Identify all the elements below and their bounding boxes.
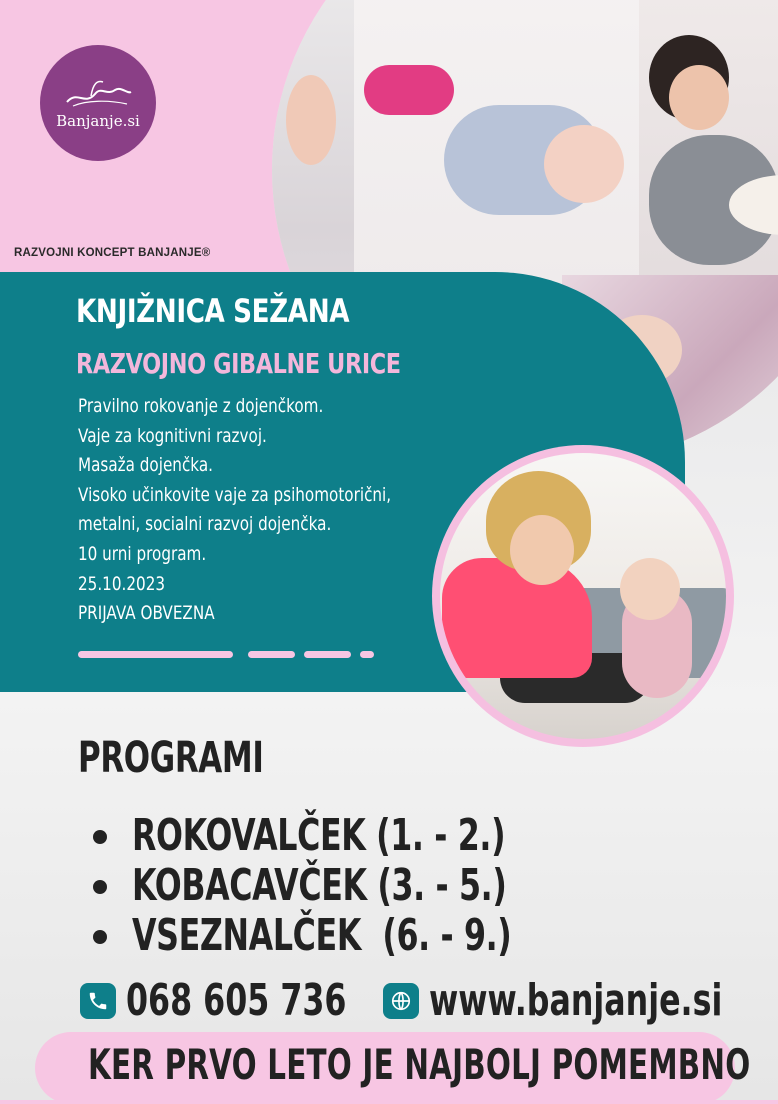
detail-date: 25.10.2023 — [78, 572, 166, 595]
program-label: ROKOVALČEK (1. - 2.) — [132, 810, 506, 861]
detail-registration: PRIJAVA OBVEZNA — [78, 602, 215, 625]
dash — [360, 651, 374, 658]
detail-line: Vaje za kognitivni razvoj. — [78, 424, 267, 447]
event-subtitle: RAZVOJNO GIBALNE URICE — [76, 347, 401, 380]
detail-line: Masaža dojenčka. — [78, 454, 213, 477]
tagline-text: KER PRVO LETO JE NAJBOLJ POMEMBNO — [88, 1040, 751, 1089]
event-details — [78, 392, 391, 629]
bullet-icon — [93, 930, 107, 944]
photo-instructor-circle — [432, 445, 734, 747]
detail-line: Pravilno rokovanje z dojenčkom. — [78, 395, 324, 417]
detail-line: 10 urni program. — [78, 542, 207, 565]
dash — [304, 651, 351, 658]
logo-text: Banjanje.si — [56, 112, 140, 130]
globe-icon — [383, 983, 419, 1019]
phone-number[interactable]: 068 605 736 — [126, 975, 347, 1026]
website-link[interactable]: www.banjanje.si — [429, 975, 723, 1026]
phone-icon — [80, 983, 116, 1019]
program-label: VSEZNALČEK (6. - 9.) — [132, 910, 512, 961]
concept-label: RAZVOJNI KONCEPT BANJANJE® — [14, 247, 211, 259]
bullet-icon — [93, 880, 107, 894]
logo-wave-icon — [63, 76, 133, 110]
brand-logo — [40, 45, 156, 161]
bullet-icon — [93, 830, 107, 844]
dash — [248, 651, 295, 658]
programs-title: PROGRAMI — [78, 733, 264, 783]
event-title: KNJIŽNICA SEŽANA — [76, 292, 350, 330]
dash — [78, 651, 233, 658]
detail-line: Visoko učinkovite vaje za psihomotorični, — [78, 483, 392, 506]
program-label: KOBACAVČEK (3. - 5.) — [132, 860, 507, 911]
photo-instructor-baby — [440, 453, 726, 739]
detail-line: metalni, socialni razvoj dojenčka. — [78, 513, 332, 536]
